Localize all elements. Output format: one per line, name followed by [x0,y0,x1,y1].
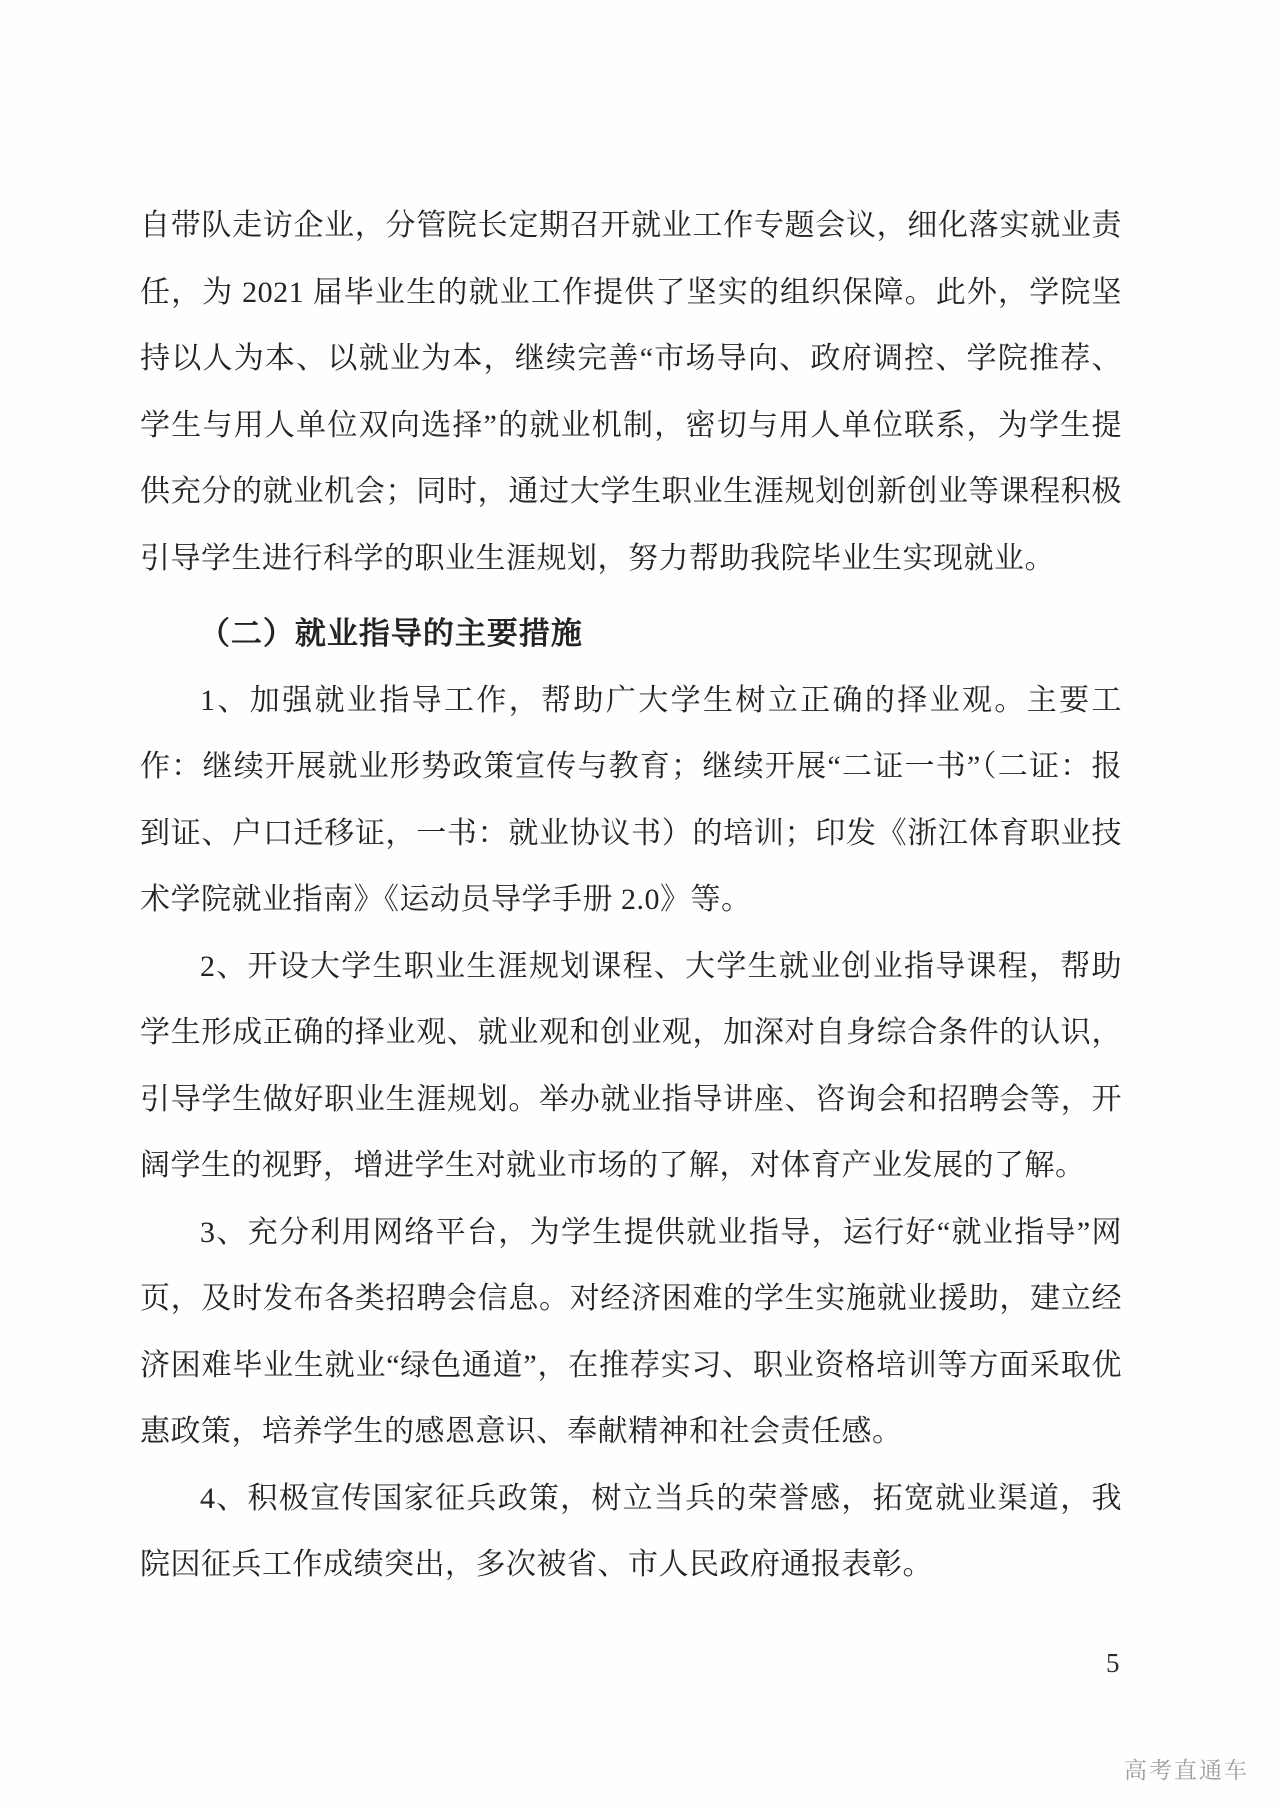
page-number: 5 [1106,1648,1120,1678]
paragraph: 3、充分利用网络平台，为学生提供就业指导，运行好“就业指导”网页，及时发布各类招聘会信息。对经济困难的学生实施就业援助，建立经济困难毕业生就业“绿色通道”，在推荐实习、职业资格培训等方面采取优惠政策，培养学生的感恩意识、奉献精神和社会责任感。 [140,1215,1122,1448]
paragraph: 2、开设大学生职业生涯规划课程、大学生就业创业指导课程，帮助学生形成正确的择业观、就业观和创业观，加深对自身综合条件的认识，引导学生做好职业生涯规划。举办就业指导讲座、咨询会和招聘会等，开阔学生的视野，增进学生对就业市场的了解，对体育产业发展的了解。 [140,949,1122,1182]
paragraph: 自带队走访企业，分管院长定期召开就业工作专题会议，细化落实就业责任，为 2021 届毕业生的就业工作提供了坚实的组织保障。此外，学院坚持以人为本、以就业为本，继续完善“市场导向、政府调控、学院推荐、学生与用人单位双向选择”的就业机制，密切与用人单位联系，为学生提供充分的就业机会；同时，通过大学生职业生涯规划创新创业等课程积极引导学生进行科学的职业生涯规划，努力帮助我院毕业生实现就业。 [140,209,1122,575]
paragraph: 1、加强就业指导工作，帮助广大学生树立正确的择业观。主要工作：继续开展就业形势政策宣传与教育；继续开展“二证一书”（二证：报到证、户口迁移证，一书：就业协议书）的培训；印发《浙江体育职业技术学院就业指南》《运动员导学手册 2.0》等。 [140,683,1122,916]
document-body [140,193,1122,1599]
section-heading: （二）就业指导的主要措施 [198,616,583,651]
watermark: 高考直通车 [1124,1757,1249,1783]
paragraph: 4、积极宣传国家征兵政策，树立当兵的荣誉感，拓宽就业渠道，我院因征兵工作成绩突出，多次被省、市人民政府通报表彰。 [140,1481,1122,1581]
